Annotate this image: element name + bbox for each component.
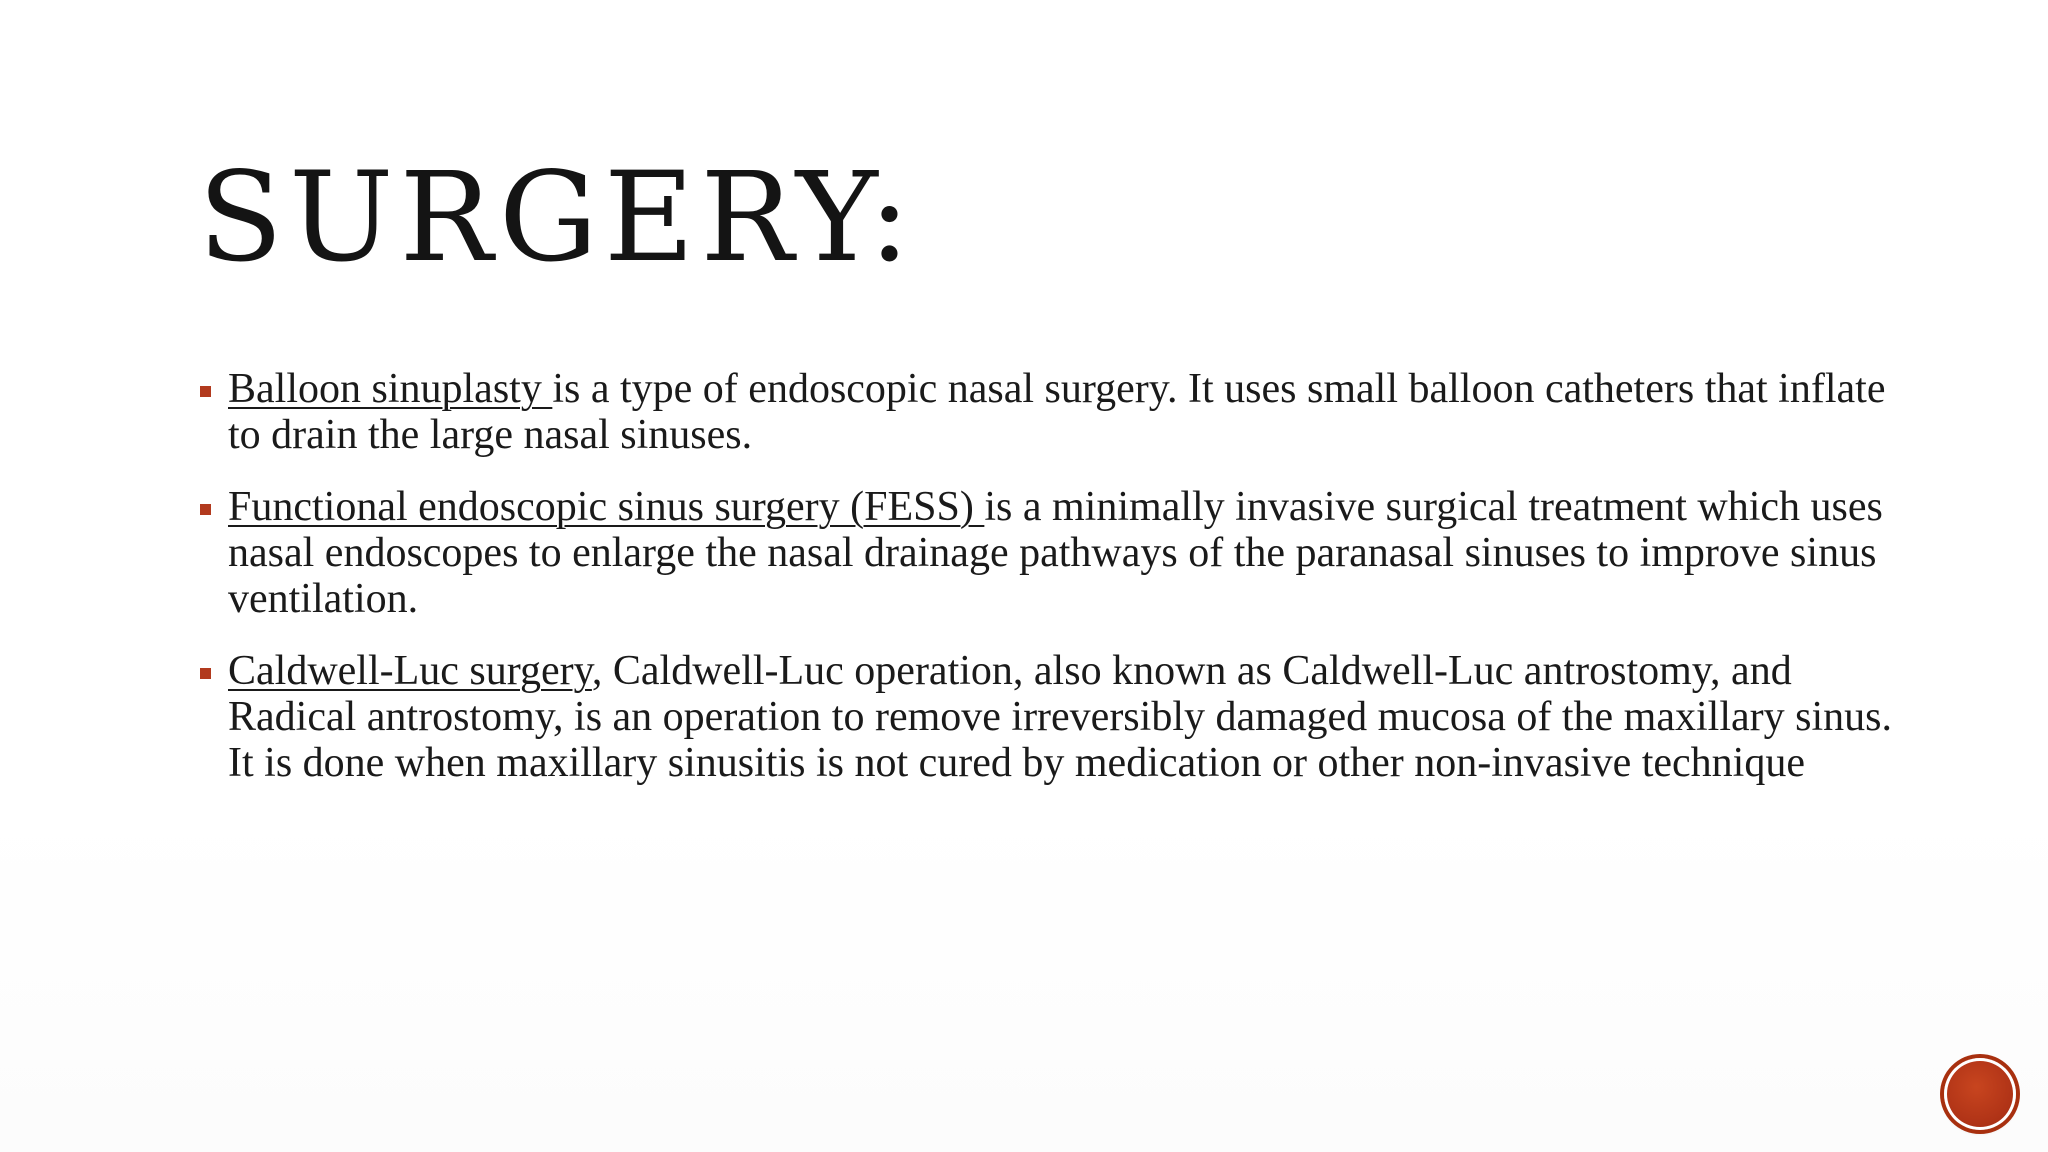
circle-nav-button-icon[interactable] [1944,1058,2016,1130]
bullet-item-caldwell-luc [196,648,1896,786]
bullet-item-balloon-sinuplasty [196,366,1896,458]
bullet-text: is a minimally invasive surgical treatment which uses nasal endoscopes to enlarge the nasal drainage pathways of the paranasal sinuses to improve sinus ventilation. [228,484,1883,622]
bullet-text: is a type of endoscopic nasal surgery. It uses small balloon catheters that inflate to drain the large nasal sinuses. [228,366,1886,458]
bullet-term: Balloon sinuplasty [228,366,553,412]
square-bullet-icon [200,504,211,515]
bullet-list [196,366,1896,812]
slide-title: SURGERY: [198,146,917,290]
square-bullet-icon [200,668,211,679]
square-bullet-icon [200,386,211,397]
bullet-item-fess [196,484,1896,622]
bullet-term: Caldwell-Luc surgery [228,648,592,694]
bullet-text: , Caldwell-Luc operation, also known as Caldwell-Luc antrostomy, and Radical antrostomy, is an operation to remove irreversibly damaged mucosa of the maxillary sinus. It is done when maxillary sinusitis is not cured by medication or other non-invasive technique [228,648,1892,786]
bullet-term: Functional endoscopic sinus surgery (FESS) [228,484,985,530]
